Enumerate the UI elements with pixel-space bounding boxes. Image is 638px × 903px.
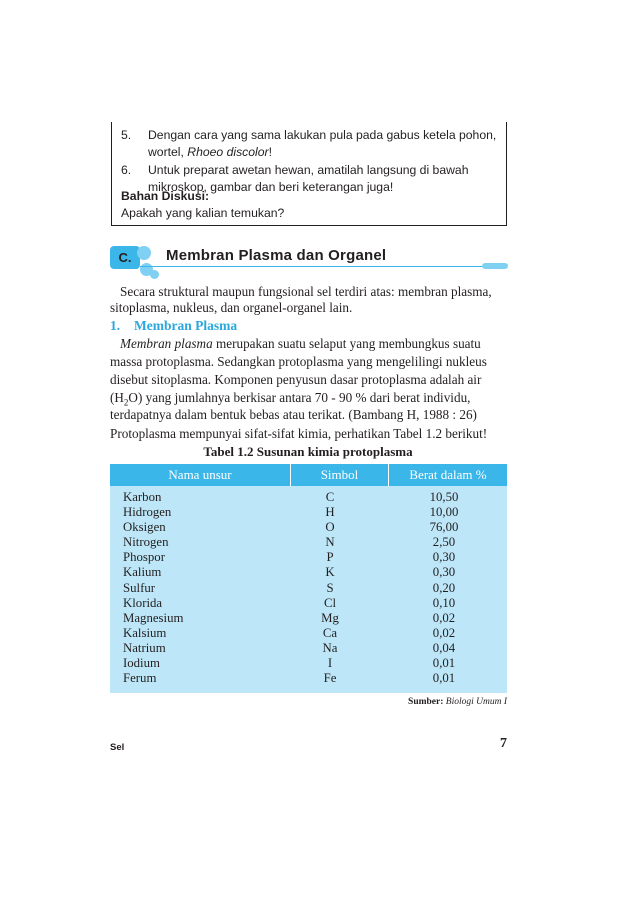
weight-cell: 0,30: [432, 565, 456, 580]
weight-cell: 0,02: [432, 610, 456, 625]
weight-cell: 10,50: [429, 490, 459, 504]
weight-cell: 0,04: [432, 640, 456, 655]
header-weight: Berat dalam %: [409, 467, 487, 482]
symbol-cell: H: [325, 505, 335, 520]
symbol-cell: Cl: [323, 595, 337, 610]
weight-cell: 10,00: [429, 505, 459, 520]
item-text-line1: Dengan cara yang sama lakukan pula pada gabus ketela pohon,: [148, 128, 497, 142]
paragraph-line-5: terdapatnya dalam bentuk bebas atau terikat. (Bambang H, 1988 : 26): [110, 407, 477, 422]
symbol-cell: Fe: [323, 671, 337, 686]
element-name-cell: Nitrogen: [123, 535, 169, 550]
section-rule-accent: [482, 263, 508, 269]
weight-cell: 76,00: [429, 520, 459, 535]
item-text-line2: wortel, Rhoeo discolor!: [148, 145, 272, 159]
table-intro: Protoplasma mempunyai sifat-sifat kimia, perhatikan Tabel 1.2 berikut!: [110, 426, 488, 441]
element-name-cell: Natrium: [123, 640, 166, 655]
paragraph-line-2: massa protoplasma. Sedangkan protoplasma yang mengelilingi nukleus: [110, 354, 487, 369]
paragraph-line-3: disebut sitoplasma. Komponen penyusun dasar protoplasma adalah air: [110, 372, 482, 387]
element-name-cell: Kalium: [123, 565, 162, 580]
table-row: [110, 535, 507, 550]
header-symbol: Simbol: [320, 467, 359, 482]
weight-cell: 2,50: [432, 535, 456, 550]
weight-cell: 0,01: [432, 671, 456, 686]
table-row: [110, 671, 507, 686]
intro-line-1: Secara struktural maupun fungsional sel terdiri atas: membran plasma,: [120, 284, 492, 299]
exercise-box: [111, 122, 507, 226]
element-name-cell: Oksigen: [123, 520, 166, 535]
paragraph-line-1: Membran plasma merupakan suatu selaput yang membungkus suatu: [120, 336, 481, 351]
table-header: [110, 464, 507, 486]
weight-cell: 0,30: [432, 550, 456, 565]
symbol-cell: K: [325, 565, 335, 580]
item-text-line1: Untuk preparat awetan hewan, amatilah langsung di bawah: [148, 163, 469, 177]
symbol-cell: I: [327, 656, 333, 671]
column-divider: [290, 464, 291, 486]
item-number: 6.: [121, 163, 132, 177]
subsection-heading: 1. Membran Plasma: [110, 318, 238, 333]
symbol-cell: O: [325, 520, 335, 535]
symbol-cell: S: [326, 580, 334, 595]
table-row: [110, 611, 507, 626]
table-row: [110, 490, 507, 505]
table-row: [110, 565, 507, 580]
header-name: Nama unsur: [168, 467, 232, 482]
discussion-question: Apakah yang kalian temukan?: [121, 206, 285, 220]
discussion-label: Bahan Diskusi:: [121, 189, 210, 203]
table-row: [110, 626, 507, 641]
section-label: C.: [110, 246, 140, 269]
item-text-line2: mikroskop, gambar dan beri keterangan juga!: [148, 180, 394, 194]
element-name-cell: Ferum: [123, 671, 157, 686]
symbol-cell: P: [326, 550, 334, 565]
section-title: Membran Plasma dan Organel: [166, 247, 387, 264]
decor-circle: [150, 270, 159, 279]
paragraph-line-4: $(H_2O)$ yang jumlahnya berkisar antara 70 - 90 % dari berat individu,: [110, 390, 471, 408]
weight-cell: 0,10: [432, 595, 456, 610]
element-name-cell: Karbon: [123, 490, 162, 504]
symbol-cell: C: [325, 490, 335, 504]
element-name-cell: Klorida: [123, 595, 163, 610]
element-name-cell: Iodium: [123, 656, 160, 671]
element-name-cell: Magnesium: [123, 610, 184, 625]
table-row: [110, 581, 507, 596]
symbol-cell: Ca: [322, 625, 338, 640]
column-divider: [388, 464, 389, 486]
table-row: [110, 641, 507, 656]
table-body: [110, 490, 507, 686]
element-name-cell: Phospor: [123, 550, 165, 565]
table-row: [110, 550, 507, 565]
symbol-cell: Na: [322, 640, 338, 655]
element-name-cell: Sulfur: [123, 580, 155, 595]
element-name-cell: Hidrogen: [123, 505, 172, 520]
weight-cell: 0,01: [432, 656, 456, 671]
table-row: [110, 505, 507, 520]
intro-line-2: sitoplasma, nukleus, dan organel-organel lain.: [110, 300, 353, 315]
table-source: Sumber: Biologi Umum I: [408, 697, 507, 707]
symbol-cell: Mg: [321, 610, 339, 625]
weight-cell: 0,20: [432, 580, 456, 595]
table-row: [110, 596, 507, 611]
chapter-name: Sel: [110, 742, 125, 753]
table-caption: Tabel 1.2 Susunan kimia protoplasma: [203, 444, 413, 459]
decor-circle: [137, 246, 151, 260]
symbol-cell: N: [325, 535, 335, 550]
element-name-cell: Kalsium: [123, 625, 167, 640]
item-number: 5.: [121, 128, 132, 142]
page-number: 7: [500, 736, 507, 751]
weight-cell: 0,02: [432, 625, 456, 640]
table-row: [110, 520, 507, 535]
table-row: [110, 656, 507, 671]
section-rule: [140, 266, 506, 267]
composition-table: [110, 464, 507, 693]
